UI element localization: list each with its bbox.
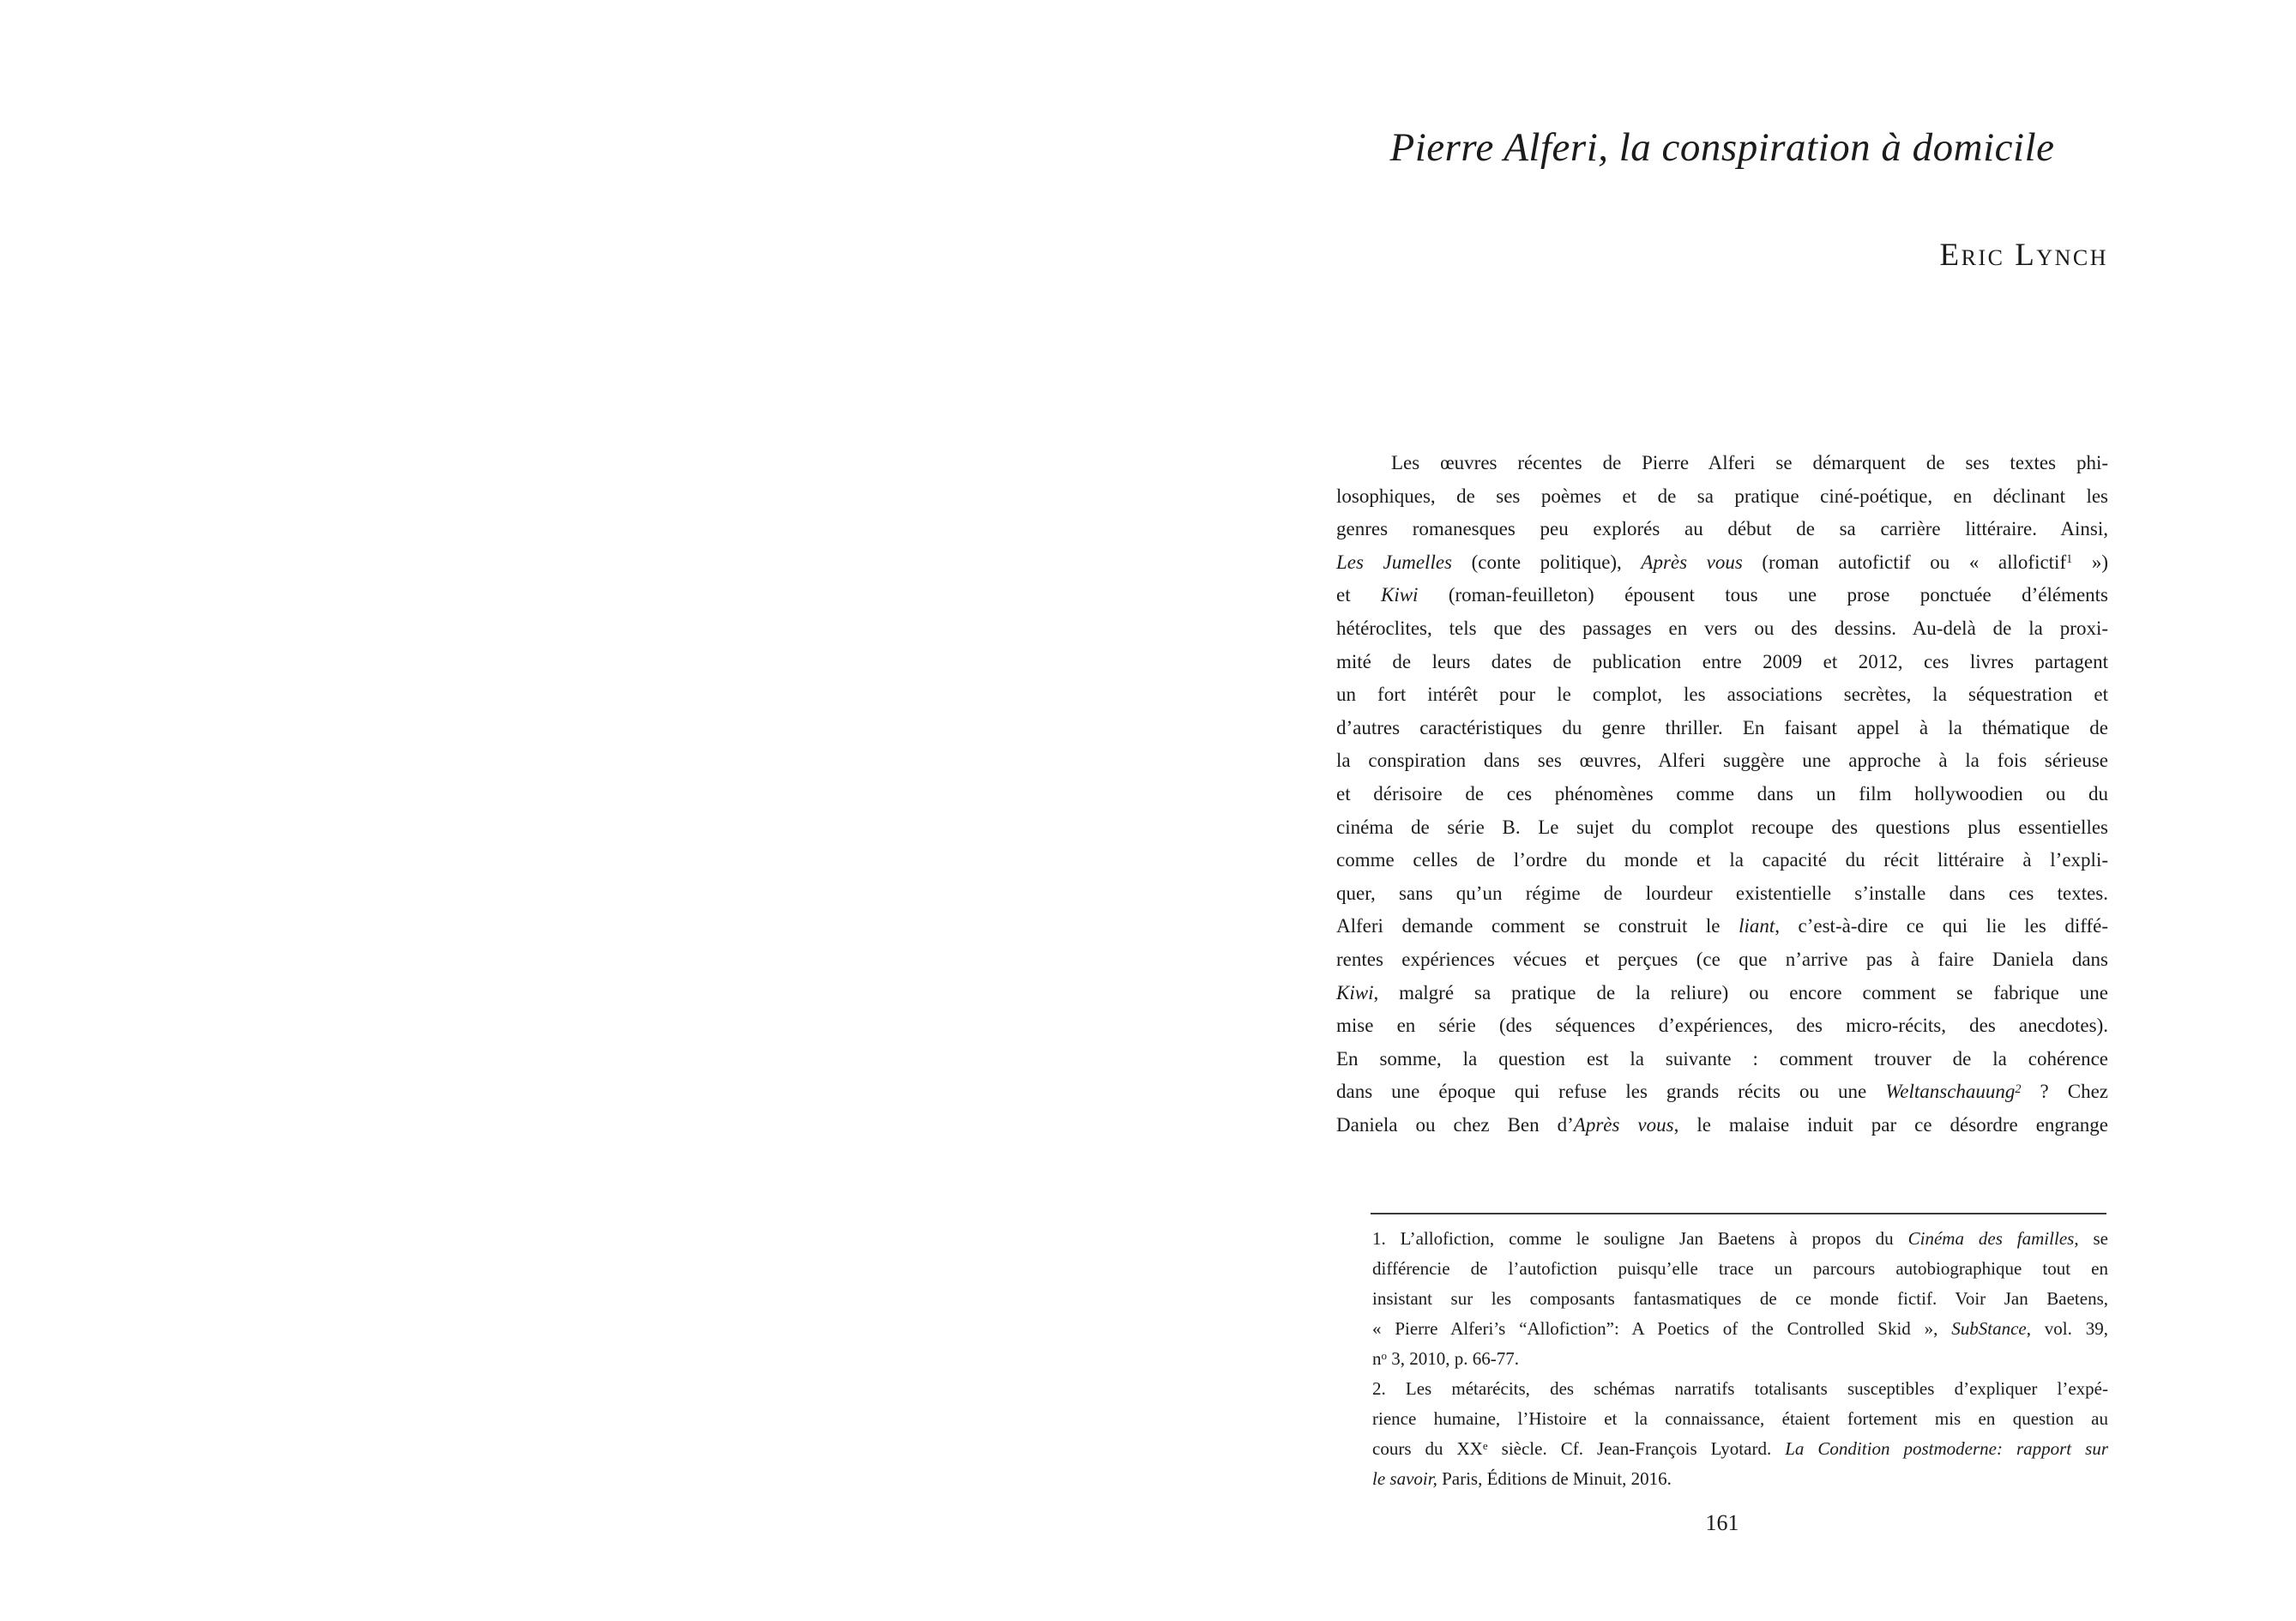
text-line: cours du XXe siècle. Cf. Jean-François Lyotard. La Condition postmoderne: rapport sur xyxy=(1372,1438,2108,1459)
text-line: 1. L’allofiction, comme le souligne Jan Baetens à propos du Cinéma des familles, se xyxy=(1372,1228,2108,1249)
text-line: mité de leurs dates de publication entre 2009 et 2012, ces livres partagent xyxy=(1336,650,2108,672)
text-line: comme celles de l’ordre du monde et la capacité du récit littéraire à l’expli- xyxy=(1336,849,2108,871)
text-line: Les Jumelles (conte politique), Après vous (roman autofictif ou « allofictif$^1$ ») xyxy=(1336,551,2108,573)
text-line: insistant sur les composants fantasmatiques de ce monde fictif. Voir Jan Baetens, xyxy=(1372,1288,2108,1309)
text-line: En somme, la question est la suivante : comment trouver de la cohérence xyxy=(1336,1047,2108,1070)
text-line: le savoir, Paris, Éditions de Minuit, 2016. xyxy=(1372,1468,1672,1489)
text-line: Alferi demande comment se construit le liant, c’est-à-dire ce qui lie les diffé- xyxy=(1336,915,2108,937)
text-line: la conspiration dans ses œuvres, Alferi suggère une approche à la fois sérieuse xyxy=(1336,750,2108,772)
text-line: et Kiwi (roman-feuilleton) épousent tous une prose ponctuée d’éléments xyxy=(1336,584,2108,606)
text-line: rentes expériences vécues et perçues (ce que n’arrive pas à faire Daniela dans xyxy=(1336,948,2108,970)
footnotes-block xyxy=(1372,1224,2108,1494)
text-line: quer, sans qu’un régime de lourdeur existentielle s’installe dans ces textes. xyxy=(1336,882,2108,904)
body-text xyxy=(1336,447,2108,1142)
text-line: rience humaine, l’Histoire et la connaissance, étaient fortement mis en question au xyxy=(1372,1408,2108,1429)
article-title: Pierre Alferi, la conspiration à domicile xyxy=(1389,125,2055,170)
text-line: Daniela ou chez Ben d’Après vous, le malaise induit par ce désordre engrange xyxy=(1336,1113,2108,1136)
text-line: Kiwi, malgré sa pratique de la reliure) ou encore comment se fabrique une xyxy=(1336,981,2108,1003)
text-line: et dérisoire de ces phénomènes comme dans un film hollywoodien ou du xyxy=(1336,782,2108,804)
text-line: 2. Les métarécits, des schémas narratifs totalisants susceptibles d’expliquer l’expé- xyxy=(1372,1378,2108,1399)
text-line: mise en série (des séquences d’expériences, des micro-récits, des anecdotes). xyxy=(1336,1015,2108,1037)
text-line: Les œuvres récentes de Pierre Alferi se démarquent de ses textes phi- xyxy=(1391,452,2108,473)
text-line: cinéma de série B. Le sujet du complot recoupe des questions plus essentielles xyxy=(1336,816,2108,838)
text-line: genres romanesques peu explorés au début de sa carrière littéraire. Ainsi, xyxy=(1336,518,2108,540)
page-number: 161 xyxy=(1705,1510,1739,1535)
text-line: $n^o$ 3, 2010, p. 66-77. xyxy=(1372,1348,1520,1369)
text-line: « Pierre Alferi’s “Allofiction”: A Poetics of the Controlled Skid », SubStance, vol. 39, xyxy=(1372,1318,2108,1339)
text-line: dans une époque qui refuse les grands récits ou une Weltanschauung$^2$ ? Chez xyxy=(1336,1081,2109,1103)
text-line: losophiques, de ses poèmes et de sa pratique ciné-poétique, en déclinant les xyxy=(1336,485,2108,507)
footnote-separator-rule xyxy=(1371,1213,2106,1214)
article-author: Eric Lynch xyxy=(1939,238,2108,273)
text-line: d’autres caractéristiques du genre thriller. En faisant appel à la thématique de xyxy=(1336,716,2108,738)
text-line: différencie de l’autofiction puisqu’elle trace un parcours autobiographique tout en xyxy=(1372,1258,2108,1279)
text-line: un fort intérêt pour le complot, les associations secrètes, la séquestration et xyxy=(1336,684,2108,706)
text-line: hétéroclites, tels que des passages en vers ou des dessins. Au-delà de la proxi- xyxy=(1336,617,2108,639)
